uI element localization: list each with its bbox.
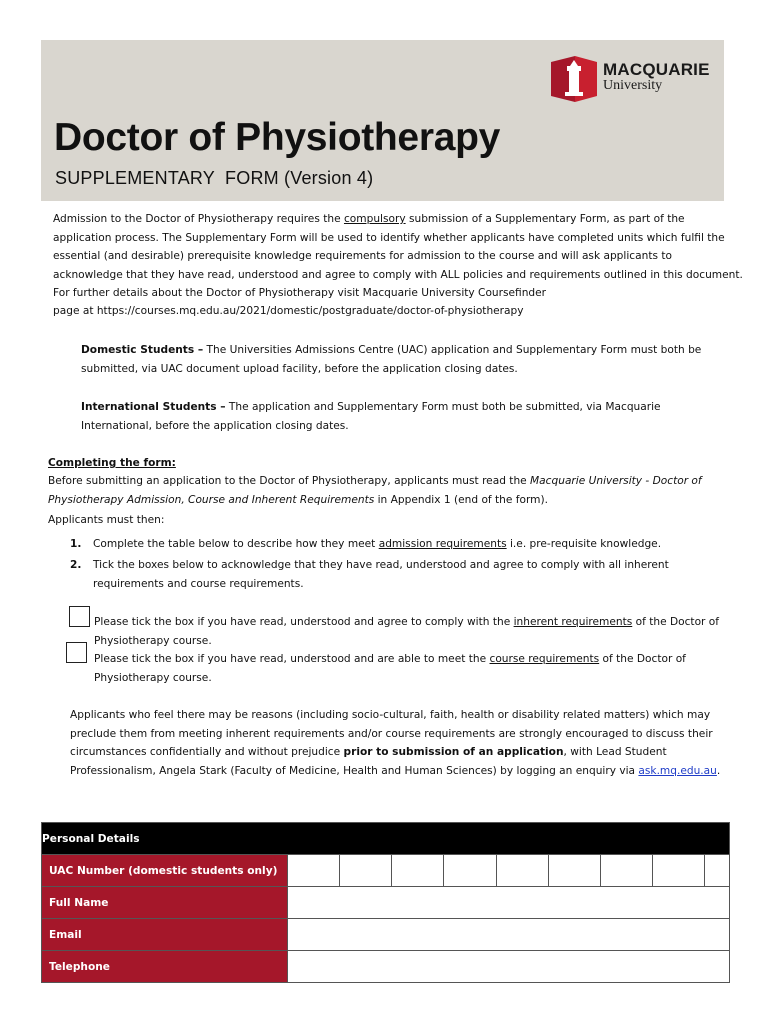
tick-1-post: of the Doctor of Physiotherapy course. xyxy=(94,616,719,647)
uac-digit-8[interactable] xyxy=(653,855,705,887)
logo-subword: University xyxy=(603,78,663,93)
reasons-paragraph xyxy=(70,706,730,780)
appendix-title: Macquarie University - Doctor of Physiotherapy Admission, Course and Inherent Requirements xyxy=(48,475,702,506)
telephone-field[interactable] xyxy=(287,951,729,983)
full-name-field[interactable] xyxy=(287,887,729,919)
domestic-label: Domestic Students – xyxy=(81,344,204,356)
telephone-row xyxy=(42,951,730,983)
coursefinder-url: page at https://courses.mq.edu.au/2021/domestic/postgraduate/doctor-of-physiotherapy xyxy=(53,305,524,317)
uac-digit-2[interactable] xyxy=(339,855,391,887)
reasons-text-3: . xyxy=(716,764,721,777)
full-name-label: Full Name xyxy=(42,887,288,919)
logo-wordmark: MACQUARIE xyxy=(603,60,710,79)
personal-details-header-row xyxy=(42,823,730,855)
step-text xyxy=(93,535,723,554)
personal-details-heading: Personal Details xyxy=(42,823,730,855)
macquarie-logo xyxy=(549,56,709,102)
course-requirements-text xyxy=(94,650,734,687)
reasons-text-2: , with Lead Student Professionalism, Angela Stark (Faculty of Medicine, Health and Human Sciences) by logging an enquiry via xyxy=(70,746,667,777)
uac-digit-1[interactable] xyxy=(287,855,339,887)
tick-2-pre: Please tick the box if you have read, understood and are able to meet the xyxy=(94,653,490,665)
applicants-must: Applicants must then: xyxy=(48,514,165,526)
domestic-text: The Universities Admissions Centre (UAC) application and Supplementary Form must both be submitted, via UAC document upload facility, before the application closing dates. xyxy=(81,344,702,375)
lighthouse-crest-icon xyxy=(549,56,597,102)
international-label: International Students – xyxy=(81,401,226,413)
intro-text-2: submission of a Supplementary Form, as part of the application process. The Supplementary Form will be used to identify whether applicants have completed units which fulfil the essential (and desirable) prerequisite knowledge requirements for admission to the course and will ask applicants to acknowledge that they have read, understood and agree to comply with ALL policies and requirements outlined in this document. For further details about the Doctor of Physiotherapy visit Macquarie University Coursefinder xyxy=(53,213,743,299)
uac-digit-5[interactable] xyxy=(496,855,548,887)
email-row xyxy=(42,919,730,951)
international-students-note xyxy=(81,398,721,435)
uac-number-label: UAC Number (domestic students only) xyxy=(42,855,288,887)
step-text: Tick the boxes below to acknowledge that they have read, understood and agree to comply with all inherent requirements and course requirements. xyxy=(93,559,669,590)
inherent-requirements-term: inherent requirements xyxy=(513,616,633,628)
completing-text-2: in Appendix 1 (end of the form). xyxy=(374,493,548,506)
step-1-post: i.e. pre-requisite knowledge. xyxy=(506,538,662,550)
email-field[interactable] xyxy=(287,919,729,951)
course-requirements-term: course requirements xyxy=(489,653,600,665)
email-label: Email xyxy=(42,919,288,951)
uac-digit-7[interactable] xyxy=(600,855,652,887)
uac-number-row xyxy=(42,855,730,887)
admission-requirements-link: admission requirements xyxy=(378,538,507,550)
full-name-row xyxy=(42,887,730,919)
intro-text-1: Admission to the Doctor of Physiotherapy requires the xyxy=(53,213,344,225)
uac-digit-9[interactable] xyxy=(705,855,730,887)
page-subtitle: SUPPLEMENTARY FORM (Version 4) xyxy=(55,168,374,188)
uac-digit-3[interactable] xyxy=(392,855,444,887)
tick-1-pre: Please tick the box if you have read, understood and agree to comply with the xyxy=(94,616,514,628)
intro-paragraph xyxy=(53,210,743,303)
telephone-label: Telephone xyxy=(42,951,288,983)
international-text: The application and Supplementary Form must both be submitted, via Macquarie International, before the application closing dates. xyxy=(81,401,661,432)
uac-digit-6[interactable] xyxy=(548,855,600,887)
inherent-requirements-checkbox[interactable] xyxy=(69,606,90,627)
step-number: 2. xyxy=(70,559,82,571)
reasons-bold: prior to submission of an application xyxy=(343,746,564,758)
inherent-requirements-text xyxy=(94,613,734,650)
step-1-pre: Complete the table below to describe how they meet xyxy=(93,538,379,550)
completing-heading: Completing the form: xyxy=(48,457,176,469)
intro-compulsory: compulsory xyxy=(343,213,406,225)
course-requirements-checkbox[interactable] xyxy=(66,642,87,663)
uac-digit-4[interactable] xyxy=(444,855,496,887)
tick-2-post: of the Doctor of Physiotherapy course. xyxy=(94,653,686,684)
page-title: Doctor of Physiotherapy xyxy=(54,116,500,159)
ask-mq-link[interactable]: ask.mq.edu.au xyxy=(638,764,717,777)
completing-text-1: Before submitting an application to the Doctor of Physiotherapy, applicants must read the xyxy=(48,475,531,487)
domestic-students-note xyxy=(81,341,721,378)
personal-details-table xyxy=(41,822,730,983)
completing-paragraph xyxy=(48,472,748,509)
step-number: 1. xyxy=(70,538,82,550)
reasons-text-1: Applicants who feel there may be reasons (including socio-cultural, faith, health or disability related matters) which may preclude them from meeting inherent requirements and/or course requirements are strongly encouraged to discuss their circumstances confidentially and without prejudice xyxy=(70,709,713,758)
